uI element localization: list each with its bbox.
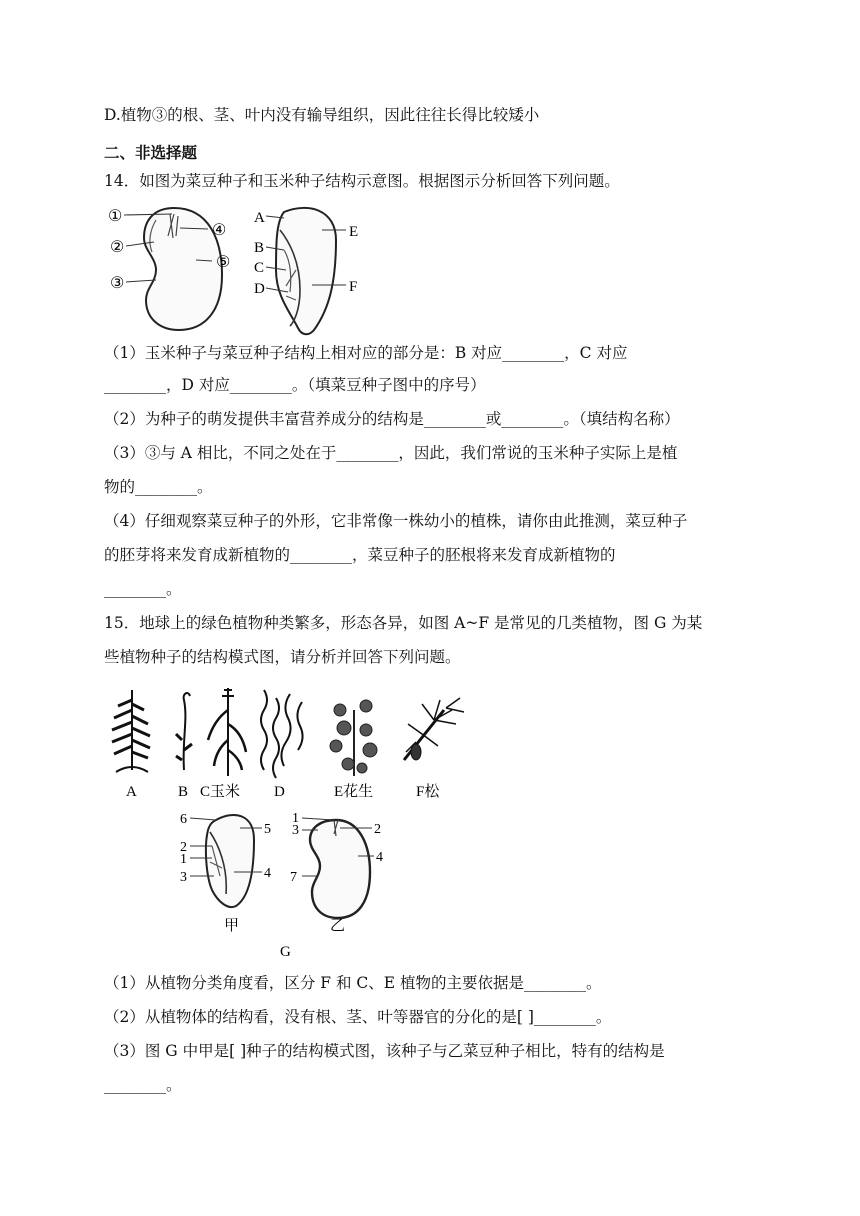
peanut-plant-illustration <box>330 700 377 776</box>
yi-label: 2 <box>374 822 381 837</box>
q15-part3-b: ________。 <box>104 1076 182 1094</box>
q14-part4-a: （4）仔细观察菜豆种子的外形，它非常像一株幼小的植株，请你由此推测，菜豆种子 <box>104 512 688 530</box>
section-heading: 二、非选择题 <box>104 144 198 162</box>
q15-plants-figure <box>104 680 474 800</box>
bean-label: ① <box>108 208 123 225</box>
corn-plant-illustration <box>208 688 246 776</box>
corn-label: F <box>349 279 358 295</box>
q14-part1-b: ________，D 对应________。（填菜豆种子图中的序号） <box>104 376 486 394</box>
q15-part1: （1）从植物分类角度看，区分 F 和 C、E 植物的主要依据是________。 <box>104 974 602 992</box>
q14-part3-b: 物的________。 <box>104 478 213 496</box>
q14-part2: （2）为种子的萌发提供丰富营养成分的结构是________或________。（填结构名称） <box>104 410 680 428</box>
corn-label: A <box>254 210 265 226</box>
pine-plant-illustration <box>404 698 464 760</box>
jia-label: 5 <box>264 822 271 837</box>
q14-seed-figure <box>104 200 374 340</box>
jia-label: 6 <box>180 812 187 827</box>
plant-label: E花生 <box>334 784 374 800</box>
plant-label: B <box>178 784 189 800</box>
corn-label: D <box>254 281 265 297</box>
bean-label: ④ <box>212 222 227 239</box>
jia-label: 1 <box>180 852 187 867</box>
plant-label: F松 <box>416 784 440 800</box>
caption-g: G <box>280 944 291 960</box>
bean-seed-diagram <box>108 208 230 330</box>
plant-label: D <box>274 784 285 800</box>
q15-part3-a: （3）图 G 中甲是[ ]种子的结构模式图，该种子与乙菜豆种子相比，特有的结构是 <box>104 1042 665 1060</box>
caption-yi: 乙 <box>330 918 346 934</box>
q14-part1-a: （1）玉米种子与菜豆种子结构上相对应的部分是：B 对应________，C 对应 <box>104 344 628 362</box>
caption-jia: 甲 <box>224 918 240 934</box>
fern-plant-illustration <box>112 690 150 772</box>
seed-yi-diagram <box>290 811 383 934</box>
corn-label: E <box>349 224 359 240</box>
jia-label: 2 <box>180 840 187 855</box>
plant-label: A <box>126 784 137 800</box>
plant-label: C玉米 <box>200 784 241 800</box>
seed-jia-diagram <box>180 812 271 934</box>
bean-label: ② <box>110 239 125 256</box>
bean-label: ⑤ <box>216 254 231 271</box>
q14-part4-c: ________。 <box>104 580 182 598</box>
jia-label: 3 <box>180 870 187 885</box>
option-d-text: D.植物③的根、茎、叶内没有输导组织，因此往往长得比较矮小 <box>104 106 540 124</box>
q15-part2: （2）从植物体的结构看，没有根、茎、叶等器官的分化的是[ ]________。 <box>104 1008 612 1026</box>
q14-stem: 14．如图为菜豆种子和玉米种子结构示意图。根据图示分析回答下列问题。 <box>104 172 620 190</box>
algae-plant-illustration <box>261 690 303 778</box>
q14-part4-b: 的胚芽将来发育成新植物的________，菜豆种子的胚根将来发育成新植物的 <box>104 546 616 564</box>
corn-label: C <box>254 260 265 276</box>
yi-label: 3 <box>292 823 299 838</box>
yi-label: 4 <box>376 850 383 865</box>
yi-label: 7 <box>290 870 297 885</box>
q15-stem-b: 些植物种子的结构模式图，请分析并回答下列问题。 <box>104 648 461 666</box>
q15-stem-a: 15．地球上的绿色植物种类繁多，形态各异，如图 A~F 是常见的几类植物，图 G 为某 <box>104 614 703 632</box>
jia-label: 4 <box>264 866 271 881</box>
corn-label: B <box>254 240 265 256</box>
yi-label: 1 <box>292 811 299 826</box>
bean-label: ③ <box>110 275 125 292</box>
corn-seed-diagram <box>254 208 358 334</box>
q14-part3-a: （3）③与 A 相比，不同之处在于________，因此，我们常说的玉米种子实际上是植 <box>104 444 678 462</box>
moss-plant-illustration <box>176 693 192 770</box>
q15-seed-structure-figure <box>170 806 410 966</box>
